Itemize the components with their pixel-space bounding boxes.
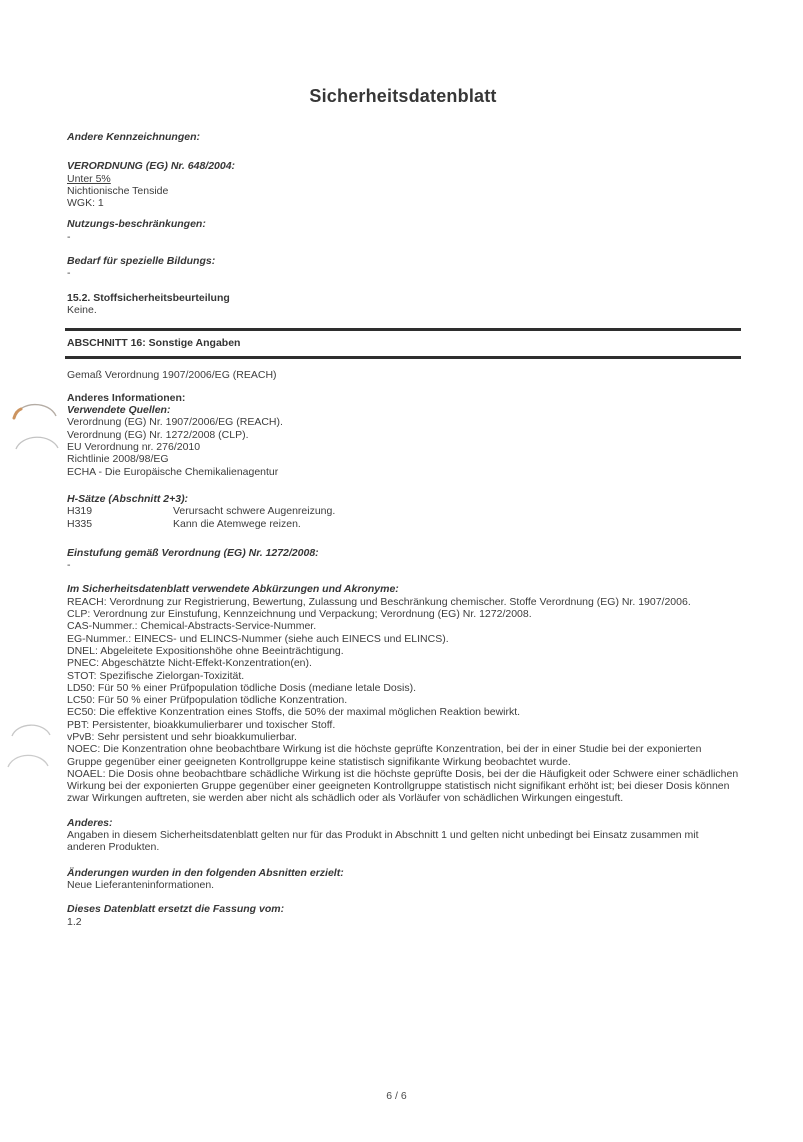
usage-restrictions-value: - — [67, 230, 71, 243]
section-16-header: ABSCHNITT 16: Sonstige Angaben — [65, 328, 741, 358]
abbreviation-line: LC50: Für 50 % einer Prüfpopulation tödliche Konzentration. — [67, 694, 348, 707]
scan-artifact-arcs-bottom — [0, 705, 70, 785]
h-phrase-code: H319 — [67, 505, 93, 518]
abbreviation-line: STOT: Spezifische Zielorgan-Toxizität. — [67, 669, 245, 682]
sources-heading: Verwendete Quellen: — [67, 404, 171, 417]
source-line: Verordnung (EG) Nr. 1907/2006/EG (REACH). — [67, 416, 283, 429]
h-phrase-row — [67, 518, 739, 530]
abbreviation-line: CAS-Nummer.: Chemical-Abstracts-Service-Nummer. — [67, 620, 317, 633]
page-title: Sicherheitsdatenblatt — [309, 86, 497, 106]
abbreviation-line: PBT: Persistenter, bioakkumulierbarer und toxischer Stoff. — [67, 718, 336, 731]
h-phrase-row — [67, 505, 739, 517]
scan-artifact-arcs-top — [0, 385, 70, 465]
wgk-value: WGK: 1 — [67, 197, 104, 210]
abbreviations-heading: Im Sicherheitsdatenblatt verwendete Abkürzungen und Akronyme: — [67, 583, 399, 596]
abbreviation-line: LD50: Für 50 % einer Prüfpopulation tödliche Dosis (mediane letale Dosis). — [67, 681, 417, 694]
h-phrases-heading: H-Sätze (Abschnitt 2+3): — [67, 492, 189, 505]
section-15-2-value: Keine. — [67, 303, 97, 316]
changes-heading: Änderungen wurden in den folgenden Absnitten erzielt: — [67, 866, 344, 879]
other-info-heading: Anderes Informationen: — [67, 391, 186, 404]
regulation-648-heading: VERORDNUNG (EG) Nr. 648/2004: — [67, 160, 236, 173]
nonionic-tensides: Nichtionische Tenside — [67, 184, 169, 197]
abbreviation-line: NOAEL: Die Dosis ohne beobachtbare schädliche Wirkung ist die höchste geprüfte Dosis, bei der die Häufigkeit oder Schwere einer schädlichen Wirkung bei der exponierten Gruppe gegenüber einer geeigneten Kontrollgruppe statistisch nicht signifikant erhöht ist; bei dieser Dosis können zwar Wirkungen auftreten, sie werden aber nicht als schädlich oder als Vorläufer von schädlichen Wirkungen eingestuft. — [67, 767, 739, 805]
abbreviation-line: PNEC: Abgeschätzte Nicht-Effekt-Konzentration(en). — [67, 657, 312, 670]
other-text: Angaben in diesem Sicherheitsdatenblatt gelten nur für das Produkt in Abschnitt 1 und gelten nicht unbedingt bei Einsatz zusammen mit anderen Produkten. — [67, 829, 699, 854]
labeling-heading: Andere Kennzeichnungen: — [67, 131, 201, 143]
page-number: 6 / 6 — [386, 1090, 407, 1102]
abbreviation-line: NOEC: Die Konzentration ohne beobachtbare Wirkung ist die höchste geprüfte Konzentration, bei der in einer Studie bei der exponierten Gruppe gegenüber einer geeigneten Kontrollgruppe keine statistisch signifikante Wirkung beobachtet wurde. — [67, 743, 702, 768]
source-line: Richtlinie 2008/98/EG — [67, 453, 169, 466]
changes-value: Neue Lieferanteninformationen. — [67, 878, 215, 891]
document-content — [67, 0, 739, 928]
section-15-2-heading: 15.2. Stoffsicherheitsbeurteilung — [67, 291, 230, 304]
replaces-value: 1.2 — [67, 915, 82, 928]
source-line: EU Verordnung nr. 276/2010 — [67, 441, 201, 454]
abbreviation-line: REACH: Verordnung zur Registrierung, Bewertung, Zulassung und Beschränkung chemischer. Stoffe Verordnung (EG) Nr. 1907/2006. — [67, 595, 691, 608]
abbreviation-line: EG-Nummer.: EINECS- und ELINCS-Nummer (siehe auch EINECS und ELINCS). — [67, 632, 449, 645]
source-line: Verordnung (EG) Nr. 1272/2008 (CLP). — [67, 428, 249, 441]
reach-note: Gemaß Verordnung 1907/2006/EG (REACH) — [67, 368, 277, 381]
h-phrase-text: Kann die Atemwege reizen. — [173, 517, 301, 530]
usage-restrictions-heading: Nutzungs-beschränkungen: — [67, 218, 206, 231]
abbreviation-line: DNEL: Abgeleitete Expositionshöhe ohne Beeinträchtigung. — [67, 644, 344, 657]
abbreviation-line: vPvB: Sehr persistent und sehr bioakkumulierbar. — [67, 730, 297, 743]
source-line: ECHA - Die Europäische Chemikalienagentur — [67, 465, 279, 478]
other-heading: Anderes: — [67, 816, 113, 829]
classification-heading: Einstufung gemäß Verordnung (EG) Nr. 1272/2008: — [67, 546, 319, 559]
abbreviation-line: EC50: Die effektive Konzentration eines Stoffs, die 50% der maximal möglichen Reaktion bewirkt. — [67, 706, 521, 719]
abbreviation-line: CLP: Verordnung zur Einstufung, Kennzeichnung und Verpackung; Verordnung (EG) Nr. 1272/2008. — [67, 608, 532, 621]
special-training-value: - — [67, 267, 71, 280]
classification-value: - — [67, 559, 71, 572]
h-phrase-text: Verursacht schwere Augenreizung. — [173, 505, 336, 518]
h-phrase-code: H335 — [67, 517, 93, 530]
replaces-heading: Dieses Datenblatt ersetzt die Fassung vom: — [67, 903, 285, 916]
under-5-percent: Unter 5% — [67, 172, 111, 185]
special-training-heading: Bedarf für spezielle Bildungs: — [67, 255, 216, 268]
